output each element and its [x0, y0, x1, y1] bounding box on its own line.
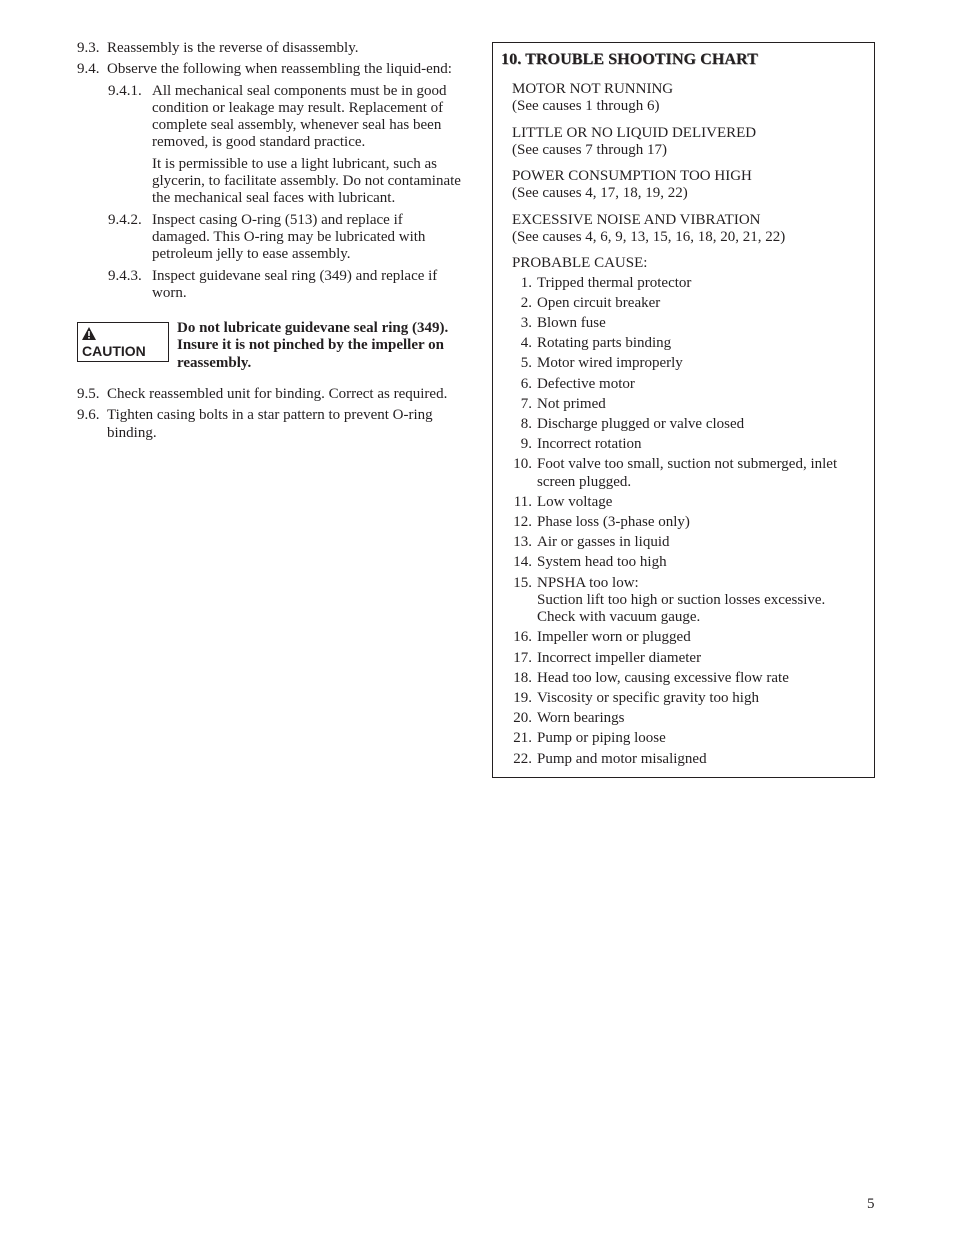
step-number: 9.4.1. [108, 82, 142, 99]
cause-item [512, 710, 866, 727]
cause-item [512, 751, 866, 768]
cause-item [512, 575, 866, 627]
cause-text: Phase loss (3-phase only) [537, 514, 690, 531]
cause-item [512, 396, 866, 413]
cause-text: Air or gasses in liquid [537, 534, 670, 551]
probable-cause-heading: PROBABLE CAUSE: [512, 255, 648, 272]
cause-text: Motor wired improperly [537, 355, 683, 372]
symptom-section [512, 168, 866, 203]
cause-text: Blown fuse [537, 315, 606, 332]
left-column [77, 40, 462, 446]
step-number: 9.4.3. [108, 267, 142, 284]
cause-number: 4. [520, 335, 532, 352]
cause-item [512, 295, 866, 312]
cause-number: 1. [520, 274, 532, 291]
cause-text: Incorrect rotation [537, 436, 642, 453]
cause-item [512, 416, 866, 433]
causes-list [512, 275, 866, 768]
cause-number: 8. [520, 415, 532, 432]
cause-number: 7. [520, 395, 532, 412]
step-text: Inspect casing O-ring (513) and replace if damaged. This O-ring may be lubricated with petroleum jelly to ease assembly. [152, 211, 426, 263]
symptom-ref: (See causes 4, 17, 18, 19, 22) [512, 185, 688, 202]
cause-number: 12. [513, 514, 532, 531]
cause-item [512, 355, 866, 372]
cause-detail: Suction lift too high or suction losses excessive. Check with vacuum gauge. [537, 591, 826, 626]
symptom-heading: POWER CONSUMPTION TOO HIGH [512, 168, 752, 185]
step-text: Inspect guidevane seal ring (349) and replace if worn. [152, 267, 438, 301]
symptom-heading: EXCESSIVE NOISE AND VIBRATION [512, 211, 761, 228]
cause-text: Foot valve too small, suction not submerged, inlet screen plugged. [537, 456, 838, 490]
cause-text: Pump or piping loose [537, 730, 666, 747]
step-text: Check reassembled unit for binding. Correct as required. [107, 386, 448, 403]
step-number: 9.3. [77, 40, 100, 56]
cause-number: 11. [513, 493, 532, 510]
step-text: Observe the following when reassembling the liquid-end: [107, 61, 452, 78]
cause-item [512, 376, 866, 393]
cause-text: Defective motor [537, 375, 635, 392]
page-number: 5 [867, 1196, 875, 1212]
cause-text: Rotating parts binding [537, 335, 672, 352]
cause-text: Open circuit breaker [537, 294, 661, 311]
cause-number: 10. [513, 456, 532, 473]
step-text: Tighten casing bolts in a star pattern to prevent O-ring binding. [107, 407, 433, 441]
cause-text: Viscosity or specific gravity too high [537, 689, 759, 706]
cause-number: 3. [520, 315, 532, 332]
cause-text: Tripped thermal protector [537, 274, 692, 291]
cause-text: Worn bearings [537, 710, 625, 727]
caution-badge [77, 322, 169, 362]
cause-number: 17. [513, 649, 532, 666]
cause-number: 19. [513, 689, 532, 706]
cause-text: Low voltage [537, 493, 613, 510]
cause-item [512, 335, 866, 352]
cause-text: Not primed [537, 395, 606, 412]
chart-title: 10. TROUBLE SHOOTING CHART [501, 51, 758, 68]
cause-number: 22. [513, 750, 532, 767]
step-note: It is permissible to use a light lubricant, such as glycerin, to facilitate assembly. Do not contaminate the mechanical seal faces with lubricant. [152, 155, 461, 207]
symptom-section [512, 81, 866, 116]
step-9-4-3 [77, 268, 462, 303]
caution-text: Do not lubricate guidevane seal ring (349). Insure it is not pinched by the impeller on reassembly. [177, 320, 449, 371]
cause-number: 6. [520, 375, 532, 392]
symptom-section [512, 212, 866, 247]
cause-text: Head too low, causing excessive flow rate [537, 669, 789, 686]
cause-item [512, 534, 866, 551]
cause-text: NPSHA too low: [537, 574, 639, 591]
cause-item [512, 436, 866, 453]
cause-item [512, 690, 866, 707]
cause-number: 18. [513, 669, 532, 686]
step-text: Reassembly is the reverse of disassembly. [107, 40, 359, 56]
step-9-4-1 [77, 83, 462, 208]
step-text: All mechanical seal components must be in good condition or leakage may result. Replacement of complete seal assembly, whenever seal has been removed, is good standard practice. [152, 82, 447, 151]
symptom-section [512, 125, 866, 160]
caution-label: CAUTION [82, 343, 146, 360]
chart-body [512, 81, 866, 771]
cause-number: 5. [520, 355, 532, 372]
cause-number: 15. [513, 574, 532, 591]
step-9-4-2 [77, 212, 462, 264]
cause-item [512, 650, 866, 667]
cause-text: Impeller worn or plugged [537, 629, 691, 646]
symptom-ref: (See causes 1 through 6) [512, 98, 660, 115]
cause-item [512, 670, 866, 687]
step-9-6 [77, 407, 462, 442]
cause-text: Incorrect impeller diameter [537, 649, 702, 666]
cause-text: Discharge plugged or valve closed [537, 415, 745, 432]
cause-number: 14. [513, 554, 532, 571]
cause-text: System head too high [537, 554, 667, 571]
step-number: 9.4.2. [108, 211, 142, 228]
warning-icon [82, 327, 96, 340]
cause-number: 9. [520, 436, 532, 453]
cause-number: 21. [513, 730, 532, 747]
cause-number: 20. [513, 710, 532, 727]
caution-notice [77, 320, 462, 372]
cause-number: 13. [513, 534, 532, 551]
cause-text: Pump and motor misaligned [537, 750, 707, 767]
cause-item [512, 494, 866, 511]
step-9-5 [77, 386, 462, 403]
step-number: 9.5. [77, 386, 100, 403]
symptom-ref: (See causes 7 through 17) [512, 141, 667, 158]
step-9-3 [77, 40, 462, 57]
cause-item [512, 315, 866, 332]
trouble-shooting-chart [492, 42, 875, 778]
symptom-ref: (See causes 4, 6, 9, 13, 15, 16, 18, 20, 21, 22) [512, 229, 786, 246]
step-number: 9.6. [77, 407, 100, 424]
cause-number: 16. [513, 629, 532, 646]
cause-item [512, 629, 866, 646]
symptom-heading: MOTOR NOT RUNNING [512, 81, 674, 97]
cause-item [512, 514, 866, 531]
cause-item [512, 554, 866, 571]
cause-number: 2. [520, 294, 532, 311]
cause-item [512, 730, 866, 747]
symptom-heading: LITTLE OR NO LIQUID DELIVERED [512, 124, 757, 141]
cause-item [512, 275, 866, 292]
step-9-4 [77, 61, 462, 78]
cause-item [512, 456, 866, 491]
step-number: 9.4. [77, 61, 100, 78]
